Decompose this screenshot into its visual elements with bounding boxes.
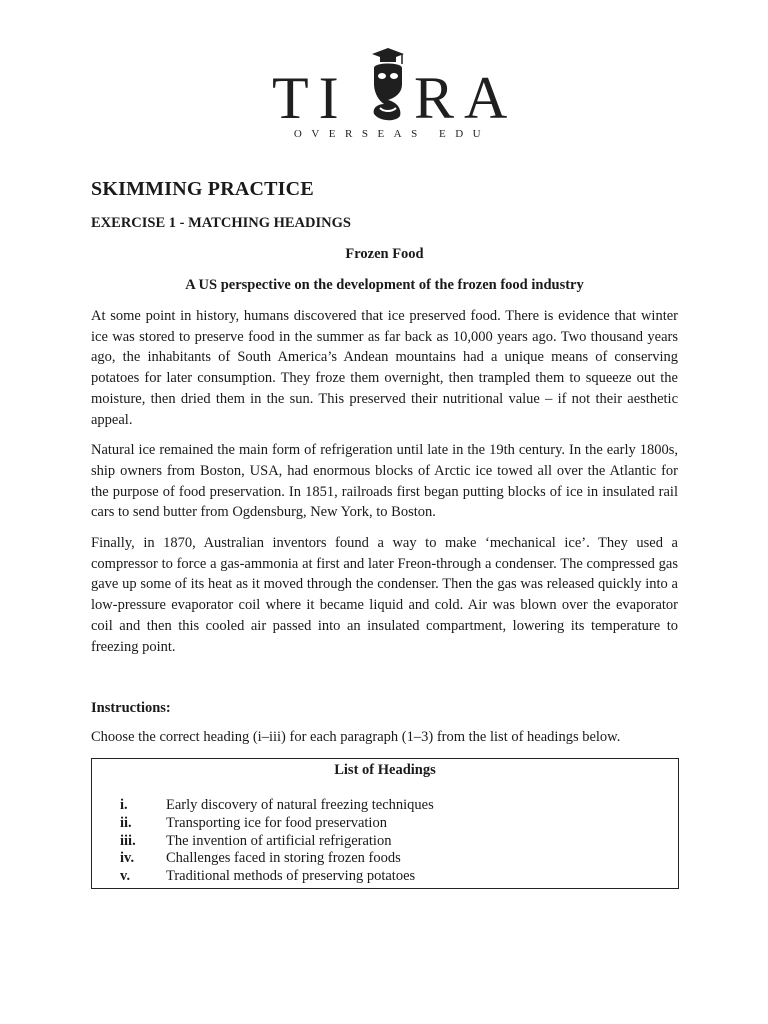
headings-box-title: List of Headings [334,762,436,779]
headings-list [92,797,678,886]
document-title: SKIMMING PRACTICE [91,178,314,200]
heading-numeral: i. [120,797,128,814]
paragraph-3: Finally, in 1870, Australian inventors found a way to make ‘mechanical ice’. They used a compressor to force a gas-ammonia at first and later Freon-through a condenser. The compressed gas gave up some of its heat as it moved through the condenser. Then the gas was released quickly into a low-pressure evaporator coil where it became liquid and cold. Air was blown over the evaporator coil and then this cooled air passed into an insulated compartment, lowering its temperature to freezing point. [91,535,678,655]
heading-numeral: ii. [120,814,132,831]
heading-text: Transporting ice for food preservation [166,814,387,831]
exercise-heading: EXERCISE 1 - MATCHING HEADINGS [91,215,351,231]
heading-item [120,850,678,868]
logo-text-left: TI [272,65,349,126]
paragraph-1: At some point in history, humans discovered that ice preserved food. There is evidence that winter ice was stored to preserve food in the summer as far back as 10,000 years ago. Two thousand years ago, the inhabitants of South America’s Andean mountains had a unique means of conserving potatoes for later consumption. They froze them overnight, then trampled them to squeeze out the moisture, then dried them in the sun. This preserved their nutritional value – if not their aesthetic appeal. [91,308,678,428]
heading-text: Early discovery of natural freezing techniques [166,797,434,814]
heading-item [120,797,678,815]
heading-item [120,815,678,833]
logo-wordmark [262,44,526,126]
heading-item [120,833,678,851]
heading-numeral: iv. [120,850,135,867]
text-title: Frozen Food [345,246,424,262]
headings-box [91,758,679,889]
heading-text: Challenges faced in storing frozen foods [166,850,401,867]
instructions-heading: Instructions: [91,700,171,717]
heading-text: The invention of artificial refrigeration [166,832,392,849]
heading-text: Traditional methods of preserving potatoes [166,868,416,885]
heading-numeral: v. [120,868,131,885]
document-body [91,178,678,889]
owl-emblem-icon [372,48,404,120]
logo-text-right: RA [414,65,518,126]
instructions-text: Choose the correct heading (i–iii) for each paragraph (1–3) from the list of headings below. [91,729,621,746]
logo-tagline: OVERSEAS EDU [293,128,491,140]
text-subtitle: A US perspective on the development of the frozen food industry [185,277,584,293]
heading-numeral: iii. [120,832,136,849]
brand-logo [0,40,768,150]
paragraph-2: Natural ice remained the main form of refrigeration until late in the 19th century. In the early 1800s, ship owners from Boston, USA, had enormous blocks of Arctic ice towed all over the Atlantic for the purpose of food preservation. In 1851, railroads first began putting blocks of ice in insulated rail cars to send butter from Ogdensburg, New York, to Boston. [91,442,678,521]
heading-item [120,868,678,886]
